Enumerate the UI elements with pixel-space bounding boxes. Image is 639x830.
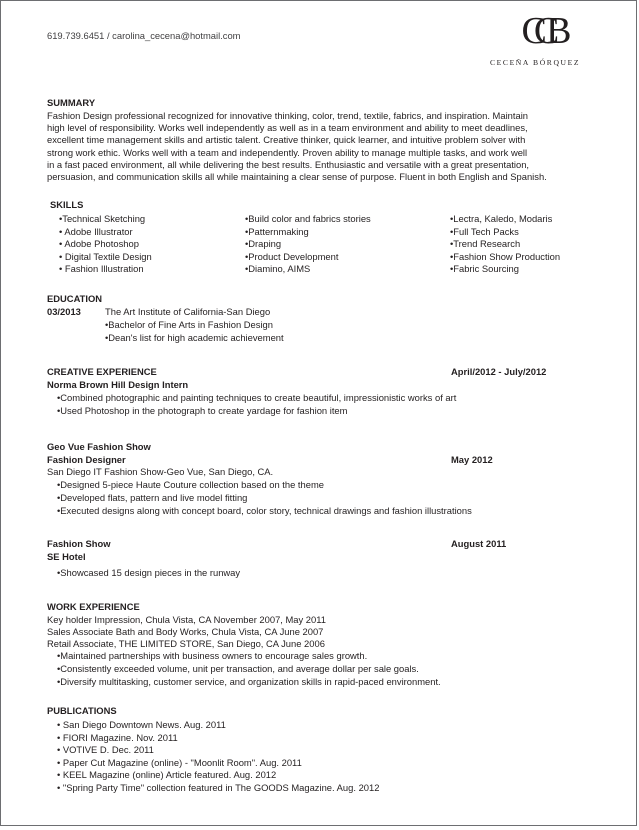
- summary-text: [47, 110, 577, 183]
- skill-item: •Product Development: [245, 250, 339, 262]
- skill-item: •Draping: [245, 238, 282, 249]
- education-line: •Dean's list for high academic achievement: [105, 332, 284, 343]
- summary-line: in a fast paced environment, all while delivering the best results. Enthusiastic and versatile with a great presentation,: [47, 158, 530, 170]
- contact-info: 619.739.6451 / carolina_cecena@hotmail.com: [47, 30, 241, 41]
- job-bullet: •Designed 5-piece Haute Couture collection based on the theme: [57, 479, 324, 490]
- skill-item: • Adobe Photoshop: [59, 238, 139, 249]
- skill-item: • Fashion Illustration: [59, 263, 144, 274]
- skills-heading: SKILLS: [50, 199, 84, 210]
- publication-item: • Paper Cut Magazine (online) - "Moonlit Room". Aug. 2011: [57, 756, 302, 768]
- job-bullet: •Developed flats, pattern and live model fitting: [57, 492, 248, 503]
- brand-name: CECEÑA BÓRQUEZ: [490, 58, 581, 67]
- job-place: San Diego IT Fashion Show-Geo Vue, San Diego, CA.: [47, 466, 274, 477]
- skill-item: • Digital Textile Design: [59, 250, 152, 262]
- work-line: Retail Associate, THE LIMITED STORE, San Diego, CA June 2006: [47, 638, 325, 649]
- skill-item: •Lectra, Kaledo, Modaris: [450, 213, 553, 224]
- job-role: SE Hotel: [47, 551, 86, 562]
- work-bullet: •Maintained partnerships with business owners to encourage sales growth.: [57, 650, 368, 661]
- job-bullet: •Executed designs along with concept board, color story, technical drawings and fashion illustrations: [57, 505, 472, 516]
- skill-item: •Fabric Sourcing: [450, 263, 519, 274]
- publication-item: • VOTIVE D. Dec. 2011: [57, 744, 154, 755]
- job-date: May 2012: [451, 454, 493, 465]
- job-title: Geo Vue Fashion Show: [47, 441, 151, 452]
- work-heading: WORK EXPERIENCE: [47, 601, 140, 612]
- work-line: Key holder Impression, Chula Vista, CA November 2007, May 2011: [47, 614, 326, 625]
- summary-line: Fashion Design professional recognized for innovative thinking, color, trend, textile, fabrics, and inspiration. Maintain: [47, 110, 528, 121]
- work-bullet: •Consistently exceeded volume, unit per transaction, and average dollar per sale goals.: [57, 663, 419, 674]
- publication-item: • KEEL Magazine (online) Article featured. Aug. 2012: [57, 769, 277, 780]
- skill-item: •Trend Research: [450, 238, 521, 249]
- job-role: Fashion Designer: [47, 454, 126, 465]
- job-title: Norma Brown Hill Design Intern: [47, 379, 189, 390]
- monogram-logo: [505, 9, 575, 51]
- summary-line: high level of responsibility. Works well independently as well as in a team environment and ability to meet deadlines,: [47, 122, 528, 134]
- job-title: Fashion Show: [47, 538, 111, 549]
- education-line: •Bachelor of Fine Arts in Fashion Design: [105, 319, 273, 330]
- job-bullet: •Combined photographic and painting techniques to create beautiful, impressionistic works of art: [57, 392, 457, 403]
- summary-line: persuasion, and communication skills all while maintaining a clear sense of purpose. Fluent in both English and Spanish.: [47, 171, 547, 183]
- skill-item: • Adobe Illustrator: [59, 225, 133, 237]
- monogram-text: CCB: [521, 10, 559, 51]
- skill-item: •Build color and fabrics stories: [245, 213, 371, 224]
- publication-item: • FIORI Magazine. Nov. 2011: [57, 731, 178, 743]
- publication-item: • "Spring Party Time" collection featured in The GOODS Magazine. Aug. 2012: [57, 781, 380, 793]
- publications-heading: PUBLICATIONS: [47, 705, 117, 716]
- summary-line: excellent time management skills and artistic talent. Creative thinker, quick learner, and intuitive problem solver with: [47, 134, 526, 146]
- skill-item: •Patternmaking: [245, 225, 309, 237]
- education-heading: EDUCATION: [47, 293, 103, 304]
- skill-item: •Fashion Show Production: [450, 250, 561, 262]
- creative-heading: CREATIVE EXPERIENCE: [47, 366, 157, 377]
- skill-item: •Technical Sketching: [59, 213, 146, 224]
- job-date: August 2011: [451, 538, 507, 549]
- summary-heading: SUMMARY: [47, 97, 96, 108]
- work-line: Sales Associate Bath and Body Works, Chula Vista, CA June 2007: [47, 626, 324, 637]
- education-date: 03/2013: [47, 306, 81, 317]
- education-school: The Art Institute of California-San Diego: [105, 306, 271, 317]
- job-bullet: •Used Photoshop in the photograph to create yardage for fashion item: [57, 405, 348, 416]
- publication-item: • San Diego Downtown News. Aug. 2011: [57, 719, 226, 730]
- summary-line: strong work ethic. Works well with a team and independently. Proven ability to manage multiple tasks, and work well: [47, 146, 528, 158]
- skill-item: •Full Tech Packs: [450, 225, 519, 237]
- skill-item: •Diamino, AIMS: [245, 263, 311, 274]
- job-bullet: •Showcased 15 design pieces in the runway: [57, 567, 241, 578]
- job-date: April/2012 - July/2012: [451, 366, 547, 377]
- work-bullet: •Diversify multitasking, customer service, and organization skills in rapid-paced environment.: [57, 676, 441, 687]
